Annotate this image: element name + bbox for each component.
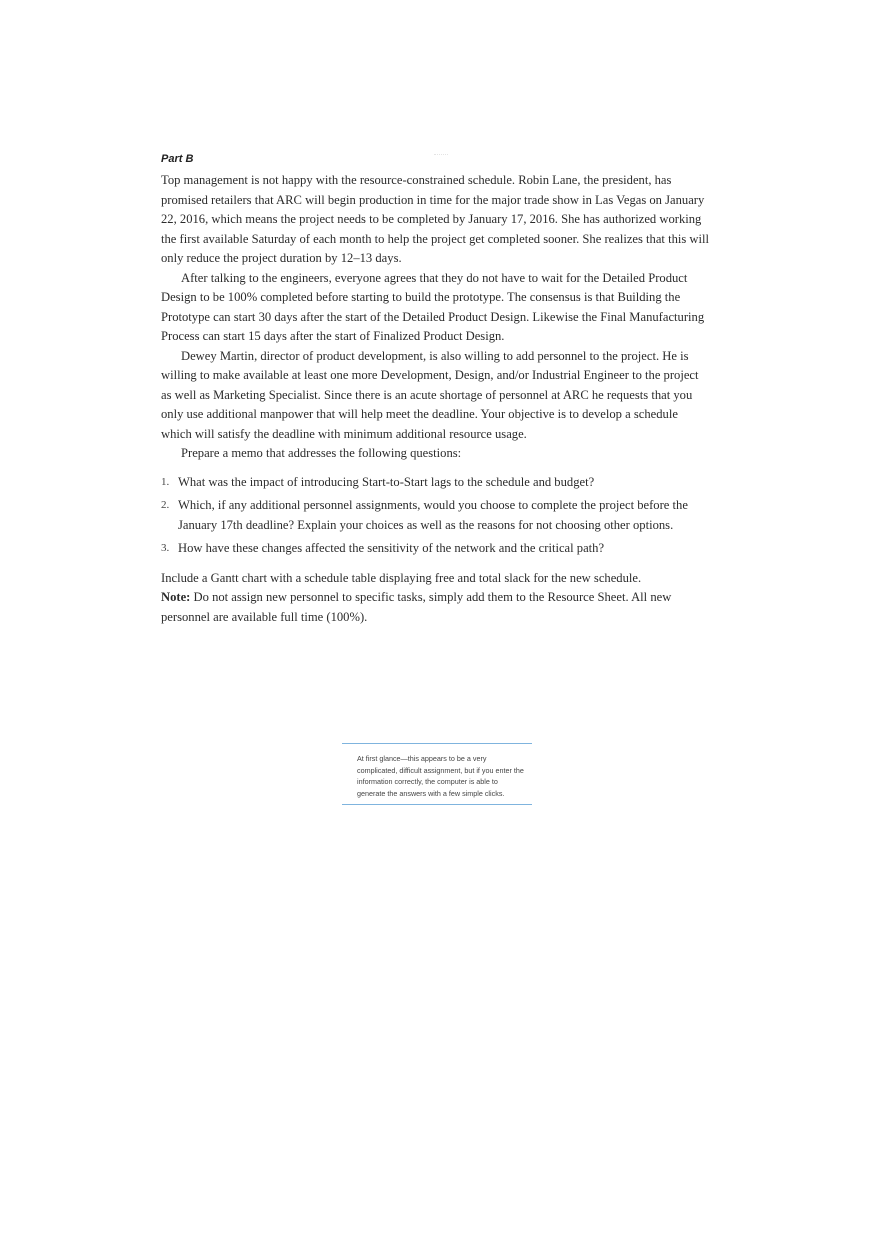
- section-heading: Part B: [161, 153, 194, 165]
- question-text: Which, if any additional personnel assignments, would you choose to complete the project before the January 17th deadline? Explain your choices as well as the reasons for not choosing other options.: [178, 498, 688, 532]
- callout-text: At first glance—this appears to be a very complicated, difficult assignment, but if you enter the information correctly, the computer is able to generate the answers with a few simple clicks.: [357, 754, 524, 798]
- note-paragraph: [161, 588, 711, 627]
- paragraph-deadline: Top management is not happy with the resource-constrained schedule. Robin Lane, the president, has promised retailers that ARC will begin production in time for the major trade show in Las Vegas on January 22, 2016, which means the project needs to be completed by January 17, 2016. She has authorized working the first available Saturday of each month to help the project get completed sooner. She realizes that this will only reduce the project duration by 12–13 days.: [161, 173, 710, 265]
- question-text: What was the impact of introducing Start-to-Start lags to the schedule and budget?: [178, 474, 595, 489]
- question-number: 1.: [161, 475, 170, 488]
- question-number: 3.: [161, 542, 170, 554]
- paragraph-memo-intro: Prepare a memo that addresses the following questions:: [181, 446, 462, 460]
- question-item: [161, 539, 711, 559]
- margin-callout: [342, 743, 532, 805]
- document-page: [161, 152, 711, 627]
- note-text: Do not assign new personnel to specific tasks, simply add them to the Resource Sheet. All new personnel are available full time (100%).: [161, 590, 672, 624]
- note-label: Note:: [161, 590, 191, 604]
- question-item: [161, 496, 711, 535]
- paragraph-personnel: Dewey Martin, director of product development, is also willing to add personnel to the project. He is willing to make available at least one more Development, Design, and/or Industrial Engineer to the project as well as Marketing Specialist. Since there is an acute shortage of personnel at ARC he requests that you only use additional manpower that will help meet the deadline. Your objective is to develop a schedule which will satisfy the deadline with minimum additional resource usage.: [161, 348, 699, 441]
- question-list: [161, 473, 711, 559]
- gantt-instruction: Include a Gantt chart with a schedule table displaying free and total slack for the new schedule.: [161, 570, 642, 585]
- question-text: How have these changes affected the sensitivity of the network and the critical path?: [178, 541, 605, 555]
- question-item: [161, 473, 711, 493]
- question-number: 2.: [161, 499, 170, 511]
- paragraph-engineers: After talking to the engineers, everyone agrees that they do not have to wait for the Detailed Product Design to be 100% completed before starting to build the prototype. The consensus is that Building the Prototype can start 30 days after the start of the Detailed Product Design. Likewise the Final Manufacturing Process can start 15 days after the start of Finalized Product Design.: [161, 270, 705, 343]
